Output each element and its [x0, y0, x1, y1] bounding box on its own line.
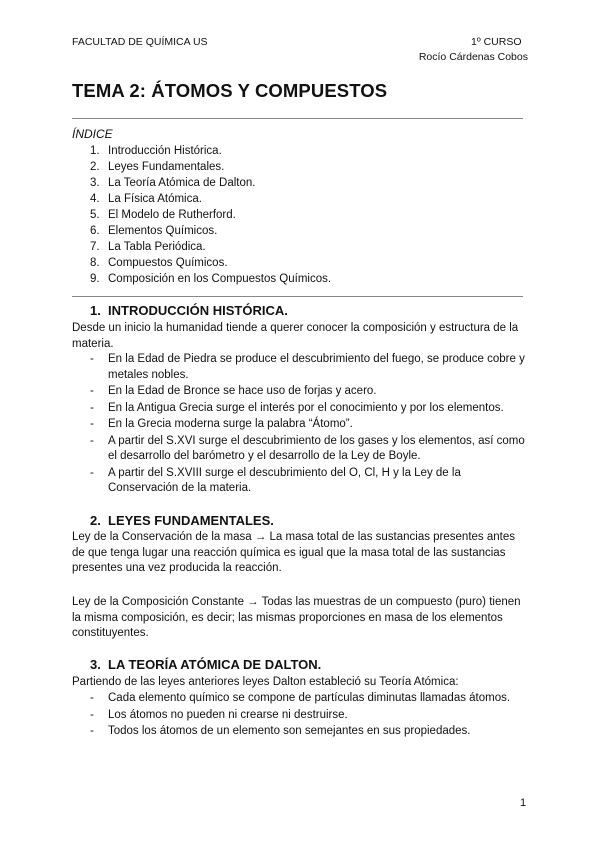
section-heading-leyes: 2. LEYES FUNDAMENTALES.	[90, 513, 274, 528]
section-heading-introduccion: 1. INTRODUCCIÓN HISTÓRICA.	[90, 303, 288, 318]
toc-item: 2. Leyes Fundamentales.	[90, 161, 225, 173]
section1-intro: Desde un inicio la humanidad tiende a querer conocer la composición y estructura de la materia.	[72, 322, 519, 350]
list-item: - A partir del S.XVI surge el descubrimiento de los gases y los elementos, así como el desarrollo del barómetro y el desarrollo de la Ley de Boyle.	[90, 434, 525, 462]
title-divider	[72, 118, 523, 119]
toc-item: 8. Compuestos Químicos.	[90, 257, 228, 269]
section2-law-composition: Ley de la Composición Constante → Todas las muestras de un compuesto (puro) tienen la misma composición, es decir; las mismas proporciones en masa de los elementos constituyentes.	[72, 596, 521, 639]
list-item: - En la Antigua Grecia surge el interés por el conocimiento y por los elementos.	[90, 401, 504, 414]
index-label: ÍNDICE	[72, 127, 113, 141]
page-title: TEMA 2: ÁTOMOS Y COMPUESTOS	[72, 80, 388, 101]
index-divider	[72, 296, 523, 297]
header-faculty: FACULTAD DE QUÍMICA US	[72, 36, 208, 48]
section-heading-dalton: 3. LA TEORÍA ATÓMICA DE DALTON.	[90, 657, 322, 672]
list-item: - Cada elemento químico se compone de partículas diminutas llamadas átomos.	[90, 692, 511, 704]
toc-item: 3. La Teoría Atómica de Dalton.	[90, 177, 256, 189]
toc-item: 1. Introducción Histórica.	[90, 145, 222, 157]
list-item: - En la Edad de Piedra se produce el descubrimiento del fuego, se produce cobre y metales nobles.	[90, 353, 525, 381]
page-number: 1	[520, 797, 527, 809]
toc-item: 4. La Física Atómica.	[90, 193, 202, 205]
section2-law-mass: Ley de la Conservación de la masa → La masa total de las sustancias presentes antes de que tenga lugar una reacción química es igual que la masa total de las sustancias presentes una vez producida la reacción.	[72, 531, 515, 574]
list-item: - En la Edad de Bronce se hace uso de forjas y acero.	[90, 385, 377, 397]
list-item: - Todos los átomos de un elemento son semejantes en sus propiedades.	[90, 725, 471, 737]
toc-item: 6. Elementos Químicos.	[90, 225, 218, 237]
section1-bullet-list	[90, 352, 530, 498]
section3-intro: Partiendo de las leyes anteriores leyes Dalton estableció su Teoría Atómica:	[72, 676, 459, 688]
section3-bullet-list	[90, 691, 530, 741]
header-author: Rocío Cárdenas Cobos	[418, 51, 528, 63]
list-item: - En la Grecia moderna surge la palabra “Átomo”.	[90, 418, 353, 430]
header-course: 1º CURSO	[471, 36, 522, 48]
toc-item: 7. La Tabla Periódica.	[90, 241, 206, 253]
toc-item: 9. Composición en los Compuestos Químicos.	[90, 273, 332, 285]
list-item: - A partir del S.XVIII surge el descubrimiento del O, Cl, H y la Ley de la Conservación de la materia.	[90, 466, 461, 494]
toc-item: 5. El Modelo de Rutherford.	[90, 209, 236, 221]
list-item: - Los átomos no pueden ni crearse ni destruirse.	[90, 708, 348, 721]
table-of-contents	[90, 143, 331, 287]
